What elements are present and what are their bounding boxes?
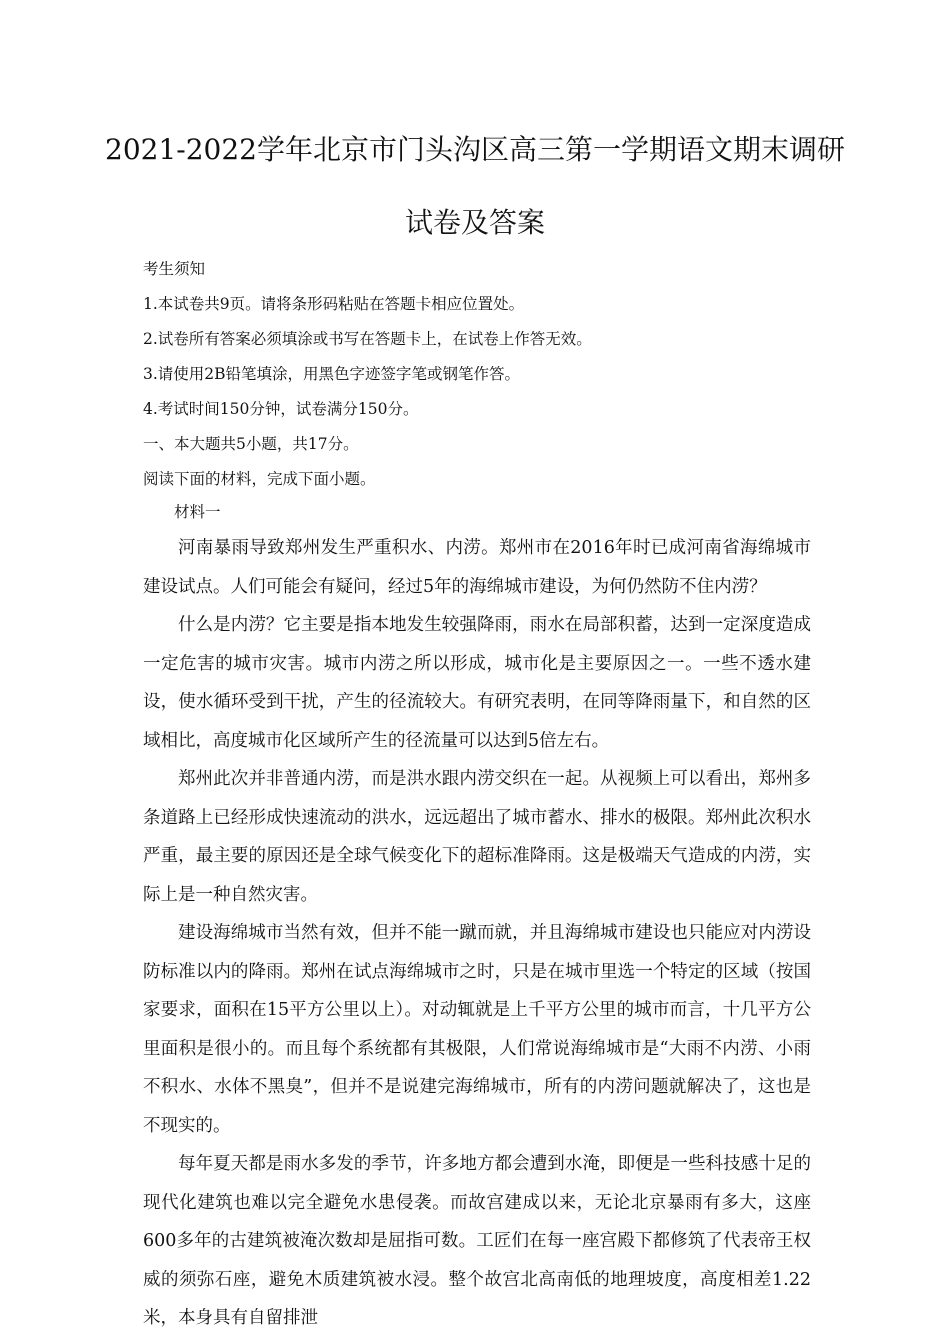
notice-heading: 考生须知 [143,260,206,278]
paragraph: 什么是内涝？它主要是指本地发生较强降雨，雨水在局部积蓄，达到一定深度造成一定危害的城市灾害。城市内涝之所以形成，城市化是主要原因之一。一些不透水建设，使水循环受到干扰，产生的径流较大。有研究表明，在同等降雨量下，和自然的区域相比，高度城市化区域所产生的径流量可以达到5倍左右。 [143,615,811,751]
notice-item: 2.试卷所有答案必须填涂或书写在答题卡上，在试卷上作答无效。 [143,330,592,348]
document-title-line-1: 2021-2022学年北京市门头沟区高三第一学期语文期末调研 [105,133,845,166]
material-label: 材料一 [174,503,221,521]
notice-item: 3.请使用2B铅笔填涂，用黑色字迹签字笔或钢笔作答。 [143,365,521,383]
notice-item: 1.本试卷共9页。请将条形码粘贴在答题卡相应位置处。 [143,295,525,313]
paragraph: 河南暴雨导致郑州发生严重积水、内涝。郑州市在2016年时已成河南省海绵城市建设试点。人们可能会有疑问，经过5年的海绵城市建设，为何仍然防不住内涝？ [143,538,811,597]
section-heading: 一、本大题共5小题，共17分。 [143,435,359,453]
paragraph: 郑州此次并非普通内涝，而是洪水跟内涝交织在一起。从视频上可以看出，郑州多条道路上已经形成快速流动的洪水，远远超出了城市蓄水、排水的极限。郑州此次积水严重，最主要的原因还是全球气候变化下的超标准降雨。这是极端天气造成的内涝，实际上是一种自然灾害。 [143,769,811,905]
notice-item: 4.考试时间150分钟，试卷满分150分。 [143,400,419,418]
reading-instruction: 阅读下面的材料，完成下面小题。 [143,470,376,488]
paragraph: 每年夏天都是雨水多发的季节，许多地方都会遭到水淹，即便是一些科技感十足的现代化建筑也难以完全避免水患侵袭。而故宫建成以来，无论北京暴雨有多大，这座600多年的古建筑被淹次数却是屈指可数。工匠们在每一座宫殿下都修筑了代表帝王权威的须弥石座，避免木质建筑被水浸。整个故宫北高南低的地理坡度，高度相差1.22米，本身具有自留排泄 [143,1154,811,1328]
document-title-line-2: 试卷及答案 [404,206,545,239]
exam-notice [143,252,823,497]
paragraph: 建设海绵城市当然有效，但并不能一蹴而就，并且海绵城市建设也只能应对内涝设防标准以内的降雨。郑州在试点海绵城市之时，只是在城市里选一个特定的区域（按国家要求，面积在15平方公里以上）。对动辄就是上千平方公里的城市而言，十几平方公里面积是很小的。而且每个系统都有其极限，人们常说海绵城市是“大雨不内涝、小雨不积水、水体不黑臭”，但并不是说建完海绵城市，所有的内涝问题就解决了，这也是不现实的。 [143,923,811,1136]
material-body [143,495,811,1338]
